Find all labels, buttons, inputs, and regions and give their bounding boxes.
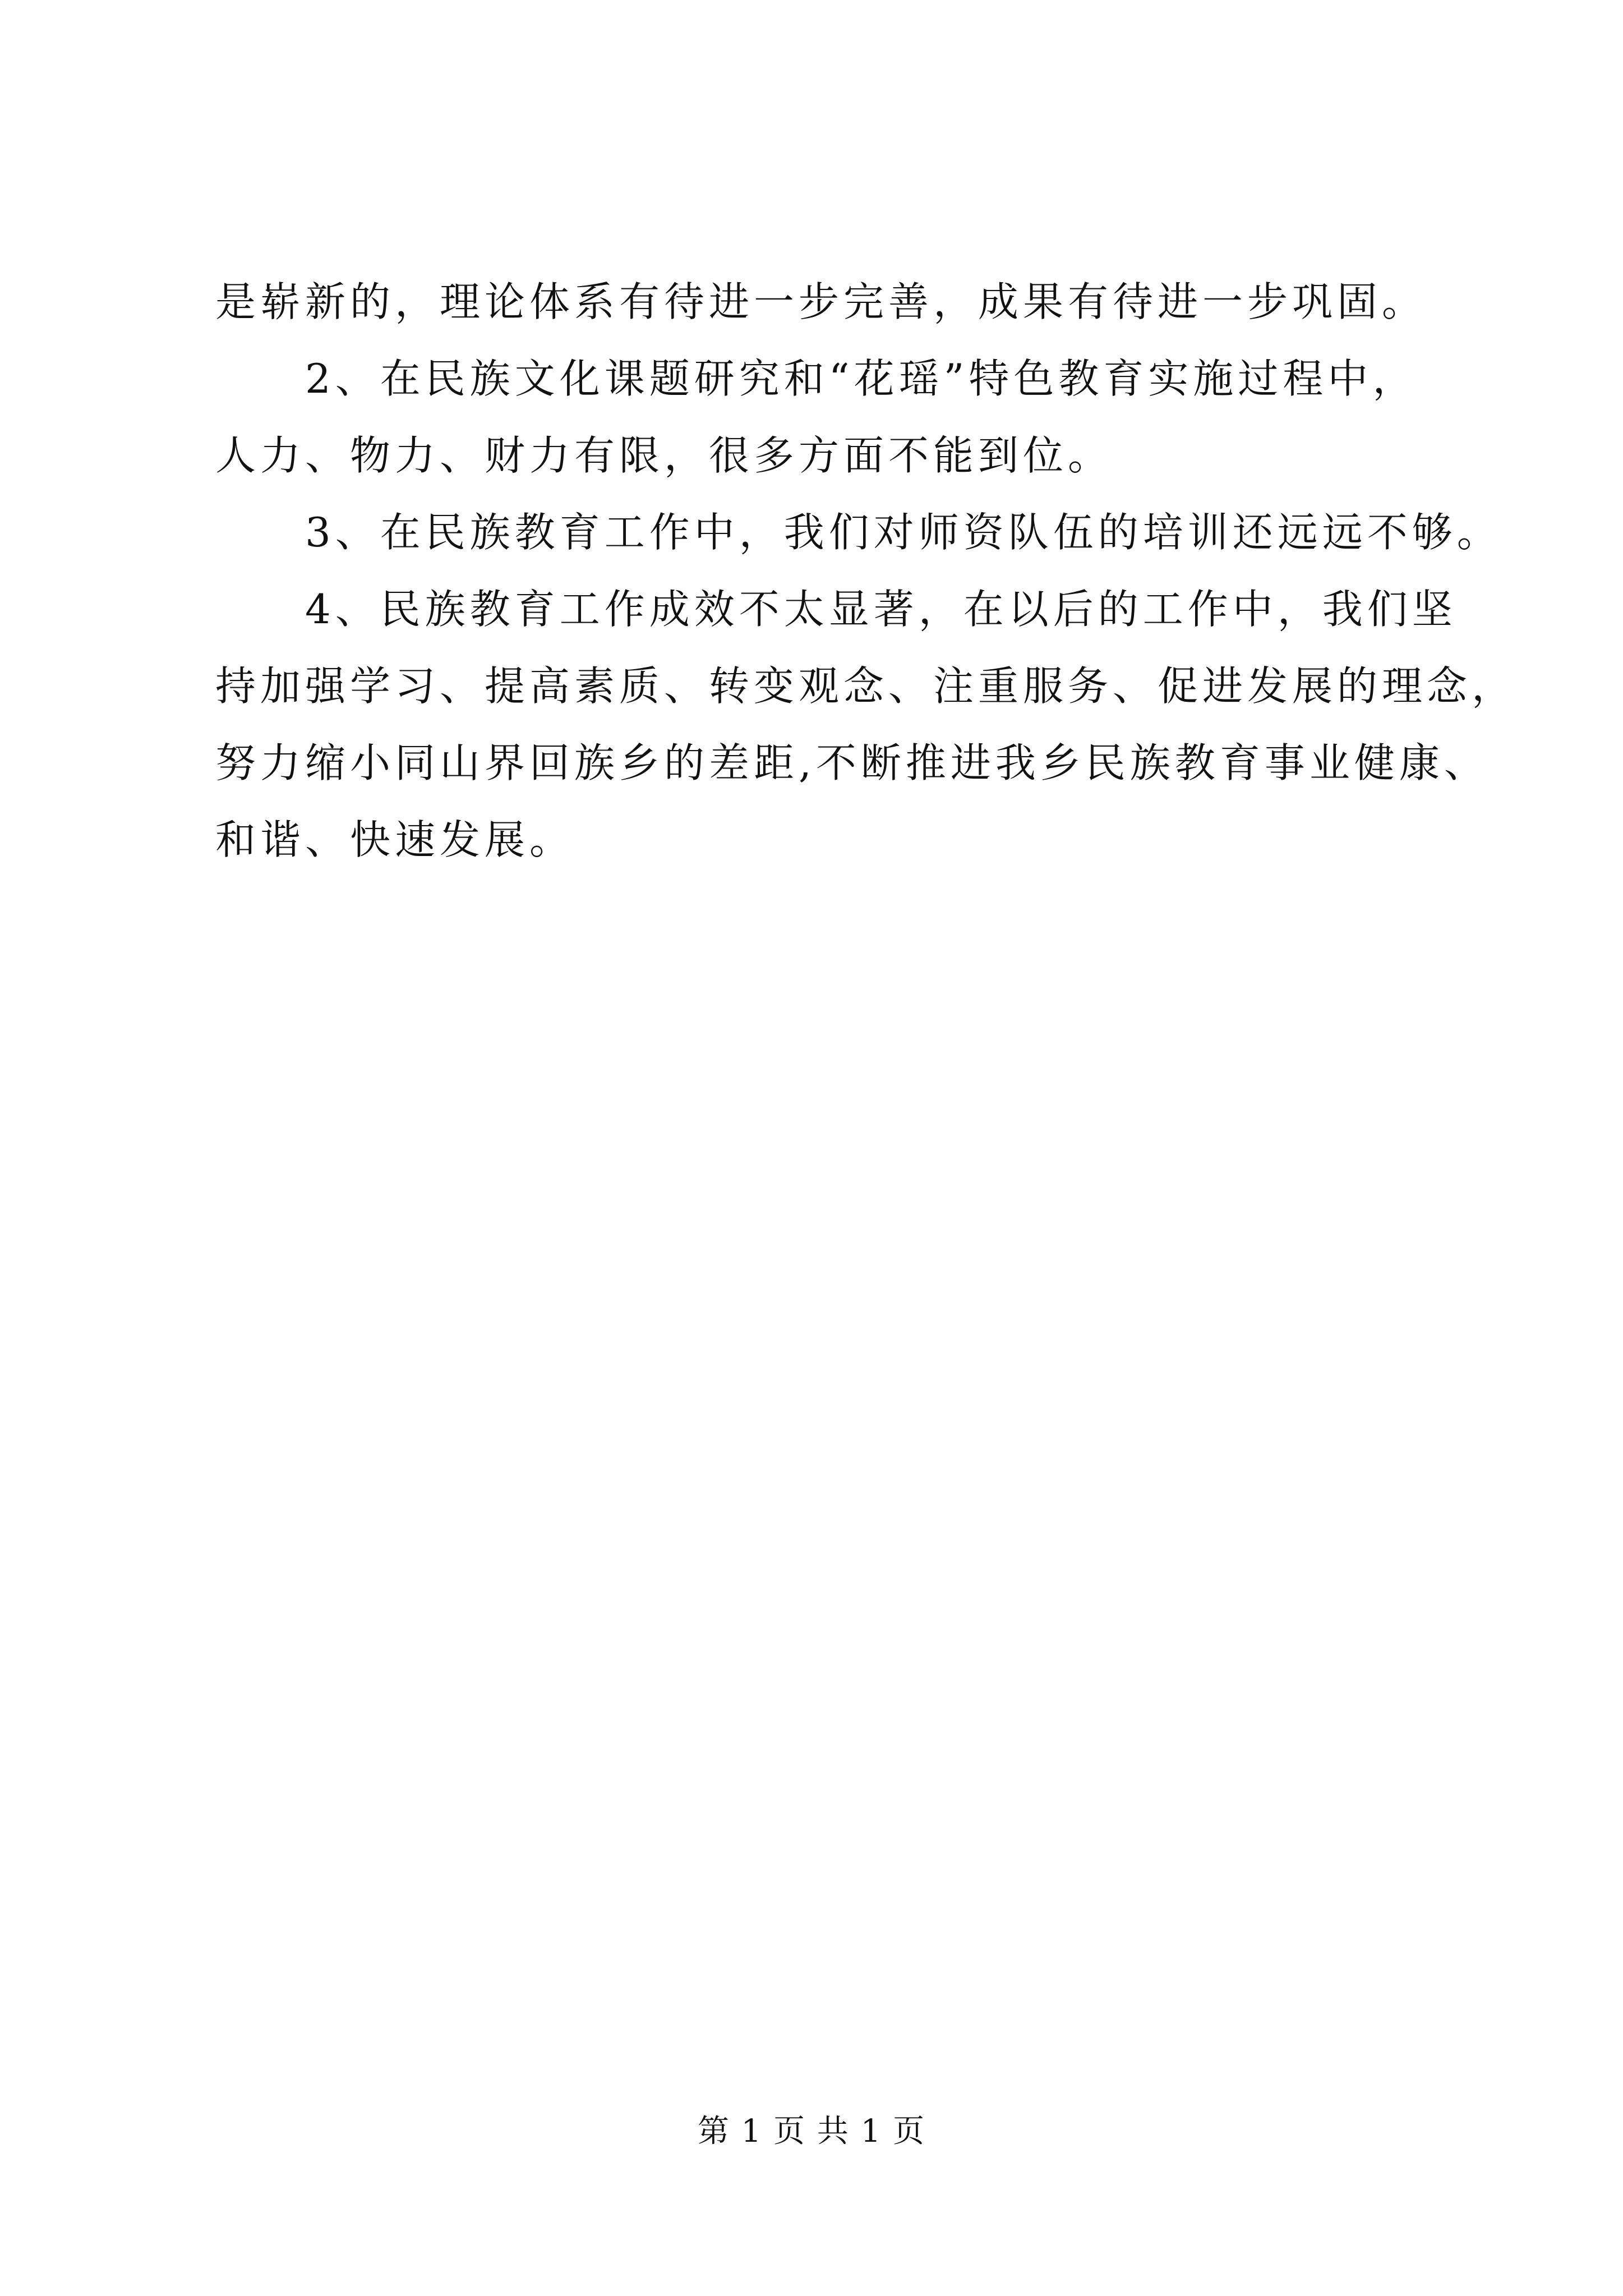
text-line: 持加强学习、提高素质、转变观念、注重服务、促进发展的理念， [215,662,1517,710]
text-line-item-2: 2、在民族文化课题研究和“花瑶”特色教育实施过程中， [305,355,1418,402]
text-line: 努力缩小同山界回族乡的差距,不断推进我乡民族教育事业健康、 [215,739,1489,786]
text-line: 和谐、快速发展。 [215,816,575,863]
text-line-item-3: 3、在民族教育工作中，我们对师资队伍的培训还远远不够。 [305,509,1502,556]
page-number-footer: 第 1 页 共 1 页 [697,2113,926,2150]
text-line: 人力、物力、财力有限，很多方面不能到位。 [215,432,1113,479]
text-line: 是崭新的，理论体系有待进一步完善，成果有待进一步巩固。 [215,278,1427,325]
text-line-item-4: 4、民族教育工作成效不太显著，在以后的工作中，我们坚 [305,586,1457,633]
document-body [215,264,1517,878]
